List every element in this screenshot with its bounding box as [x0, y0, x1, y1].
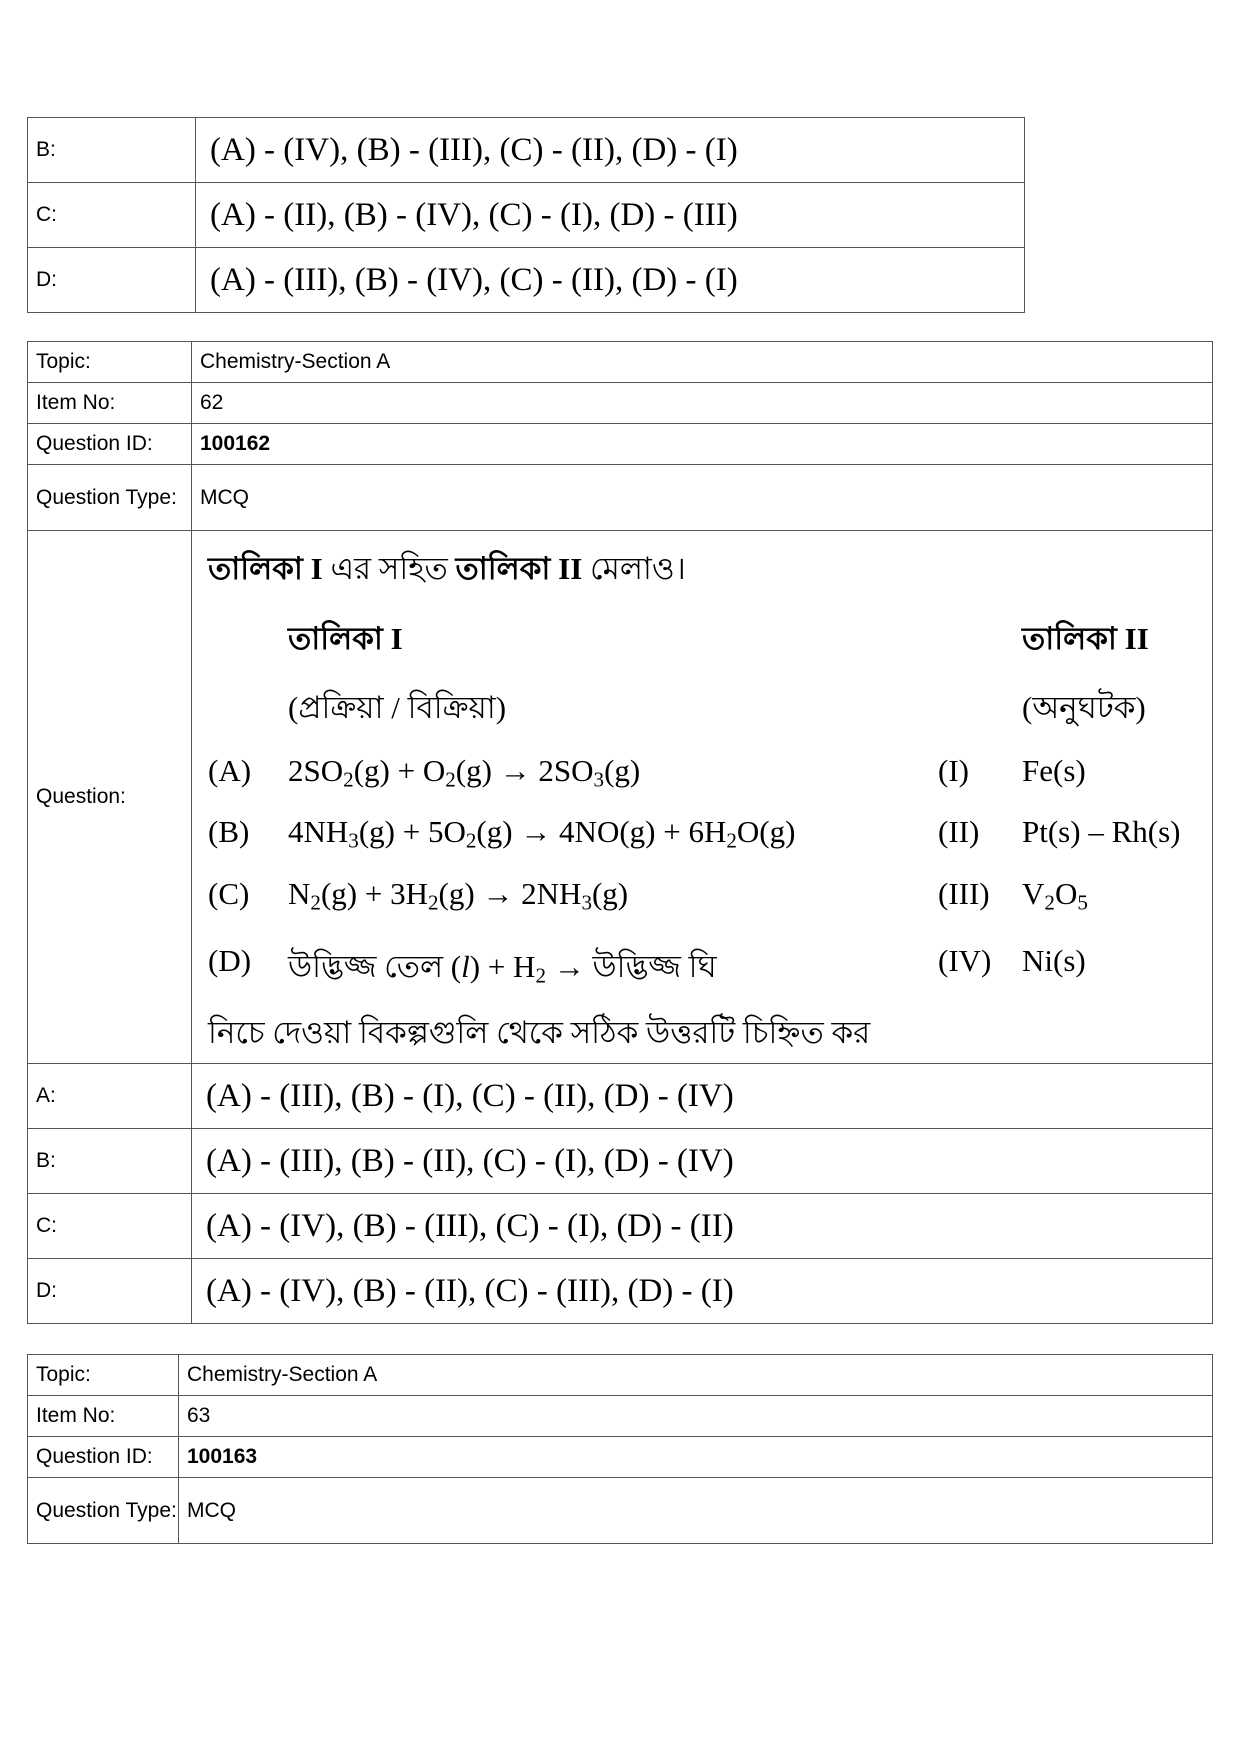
prev-question-options-table: [27, 117, 1025, 313]
catalyst-i: Fe(s): [1022, 753, 1086, 788]
question-type-label: Question Type:: [28, 1478, 179, 1544]
row-roman: (IV): [938, 943, 992, 978]
item-no-row: [28, 383, 1213, 424]
question-row: [28, 531, 1213, 1064]
catalyst-iii: $V_2O_5$: [1022, 876, 1088, 915]
option-label: C:: [28, 1194, 192, 1259]
item-no-value: 62: [192, 383, 1213, 424]
option-text: (A) - (IV), (B) - (III), (C) - (I), (D) - (II): [192, 1194, 1213, 1259]
item-no-row: [28, 1396, 1213, 1437]
option-label: D:: [28, 1259, 192, 1324]
question-63-table: [27, 1354, 1213, 1544]
topic-row: [28, 342, 1213, 383]
option-row: [28, 1129, 1213, 1194]
list2-heading: তালিকা II: [1022, 621, 1149, 656]
question-id-label: Question ID:: [28, 424, 192, 465]
question-footer: নিচে দেওয়া বিকল্পগুলি থেকে সঠিক উত্তরটি চিহ্নিত কর: [208, 1015, 871, 1050]
topic-label: Topic:: [28, 342, 192, 383]
topic-value: Chemistry-Section A: [179, 1355, 1213, 1396]
question-62-table: [27, 341, 1213, 1324]
row-roman: (I): [938, 753, 969, 788]
row-key: (B): [208, 814, 250, 849]
option-text: (A) - (IV), (B) - (III), (C) - (II), (D) - (I): [196, 118, 1025, 183]
option-label: B:: [28, 1129, 192, 1194]
question-body: [192, 531, 1213, 1064]
row-roman: (III): [938, 876, 990, 911]
option-row: [28, 1259, 1213, 1324]
option-label: A:: [28, 1064, 192, 1129]
question-type-value: MCQ: [179, 1478, 1213, 1544]
topic-value: Chemistry-Section A: [192, 342, 1213, 383]
equation-d: উদ্ভিজ্জ তেল $(l) + H_2$ → উদ্ভিজ্জ ঘি: [288, 949, 717, 988]
question-id-row: [28, 424, 1213, 465]
catalyst-iv: Ni(s): [1022, 943, 1086, 978]
row-key: (D): [208, 943, 252, 978]
instruction-list2: তালিকা II: [455, 551, 583, 586]
list2-subheading: (অনুঘটক): [1022, 690, 1146, 725]
list1-heading: তালিকা I: [288, 621, 403, 656]
instruction-end: মেলাও।: [582, 551, 686, 586]
equation-b: $4NH_3(g) + 5O_2(g) \to 4NO(g) + 6H_2O(g)$: [288, 814, 796, 853]
option-label: C:: [28, 183, 196, 248]
item-no-label: Item No:: [28, 383, 192, 424]
topic-label: Topic:: [28, 1355, 179, 1396]
list1-subheading: (প্রক্রিয়া / বিক্রিয়া): [288, 690, 507, 725]
row-roman: (II): [938, 814, 980, 849]
option-label: D:: [28, 248, 196, 313]
question-type-label: Question Type:: [28, 465, 192, 531]
catalyst-ii: Pt(s) – Rh(s): [1022, 814, 1181, 849]
option-text: (A) - (III), (B) - (I), (C) - (II), (D) - (IV): [192, 1064, 1213, 1129]
instruction-mid: এর সহিত: [322, 551, 456, 586]
question-id-value: 100162: [192, 424, 1213, 465]
question-type-row: [28, 465, 1213, 531]
option-row: [28, 118, 1025, 183]
question-id-value: 100163: [179, 1437, 1213, 1478]
question-type-row: [28, 1478, 1213, 1544]
topic-row: [28, 1355, 1213, 1396]
option-row: [28, 1064, 1213, 1129]
question-label: Question:: [28, 531, 192, 1064]
option-row: [28, 1194, 1213, 1259]
instruction-list1: তালিকা I: [208, 551, 323, 586]
item-no-value: 63: [179, 1396, 1213, 1437]
option-row: [28, 183, 1025, 248]
equation-a: $2SO_2(g) + O_2(g) \to 2SO_3(g)$: [288, 753, 641, 792]
row-key: (A): [208, 753, 252, 788]
row-key: (C): [208, 876, 250, 911]
question-instruction: [208, 545, 686, 597]
question-id-row: [28, 1437, 1213, 1478]
option-text: (A) - (III), (B) - (IV), (C) - (II), (D) - (I): [196, 248, 1025, 313]
question-id-label: Question ID:: [28, 1437, 179, 1478]
equation-c: $N_2(g) + 3H_2(g) \to 2NH_3(g)$: [288, 876, 629, 915]
option-row: [28, 248, 1025, 313]
item-no-label: Item No:: [28, 1396, 179, 1437]
option-text: (A) - (II), (B) - (IV), (C) - (I), (D) - (III): [196, 183, 1025, 248]
question-type-value: MCQ: [192, 465, 1213, 531]
option-text: (A) - (IV), (B) - (II), (C) - (III), (D) - (I): [192, 1259, 1213, 1324]
option-text: (A) - (III), (B) - (II), (C) - (I), (D) - (IV): [192, 1129, 1213, 1194]
option-label: B:: [28, 118, 196, 183]
